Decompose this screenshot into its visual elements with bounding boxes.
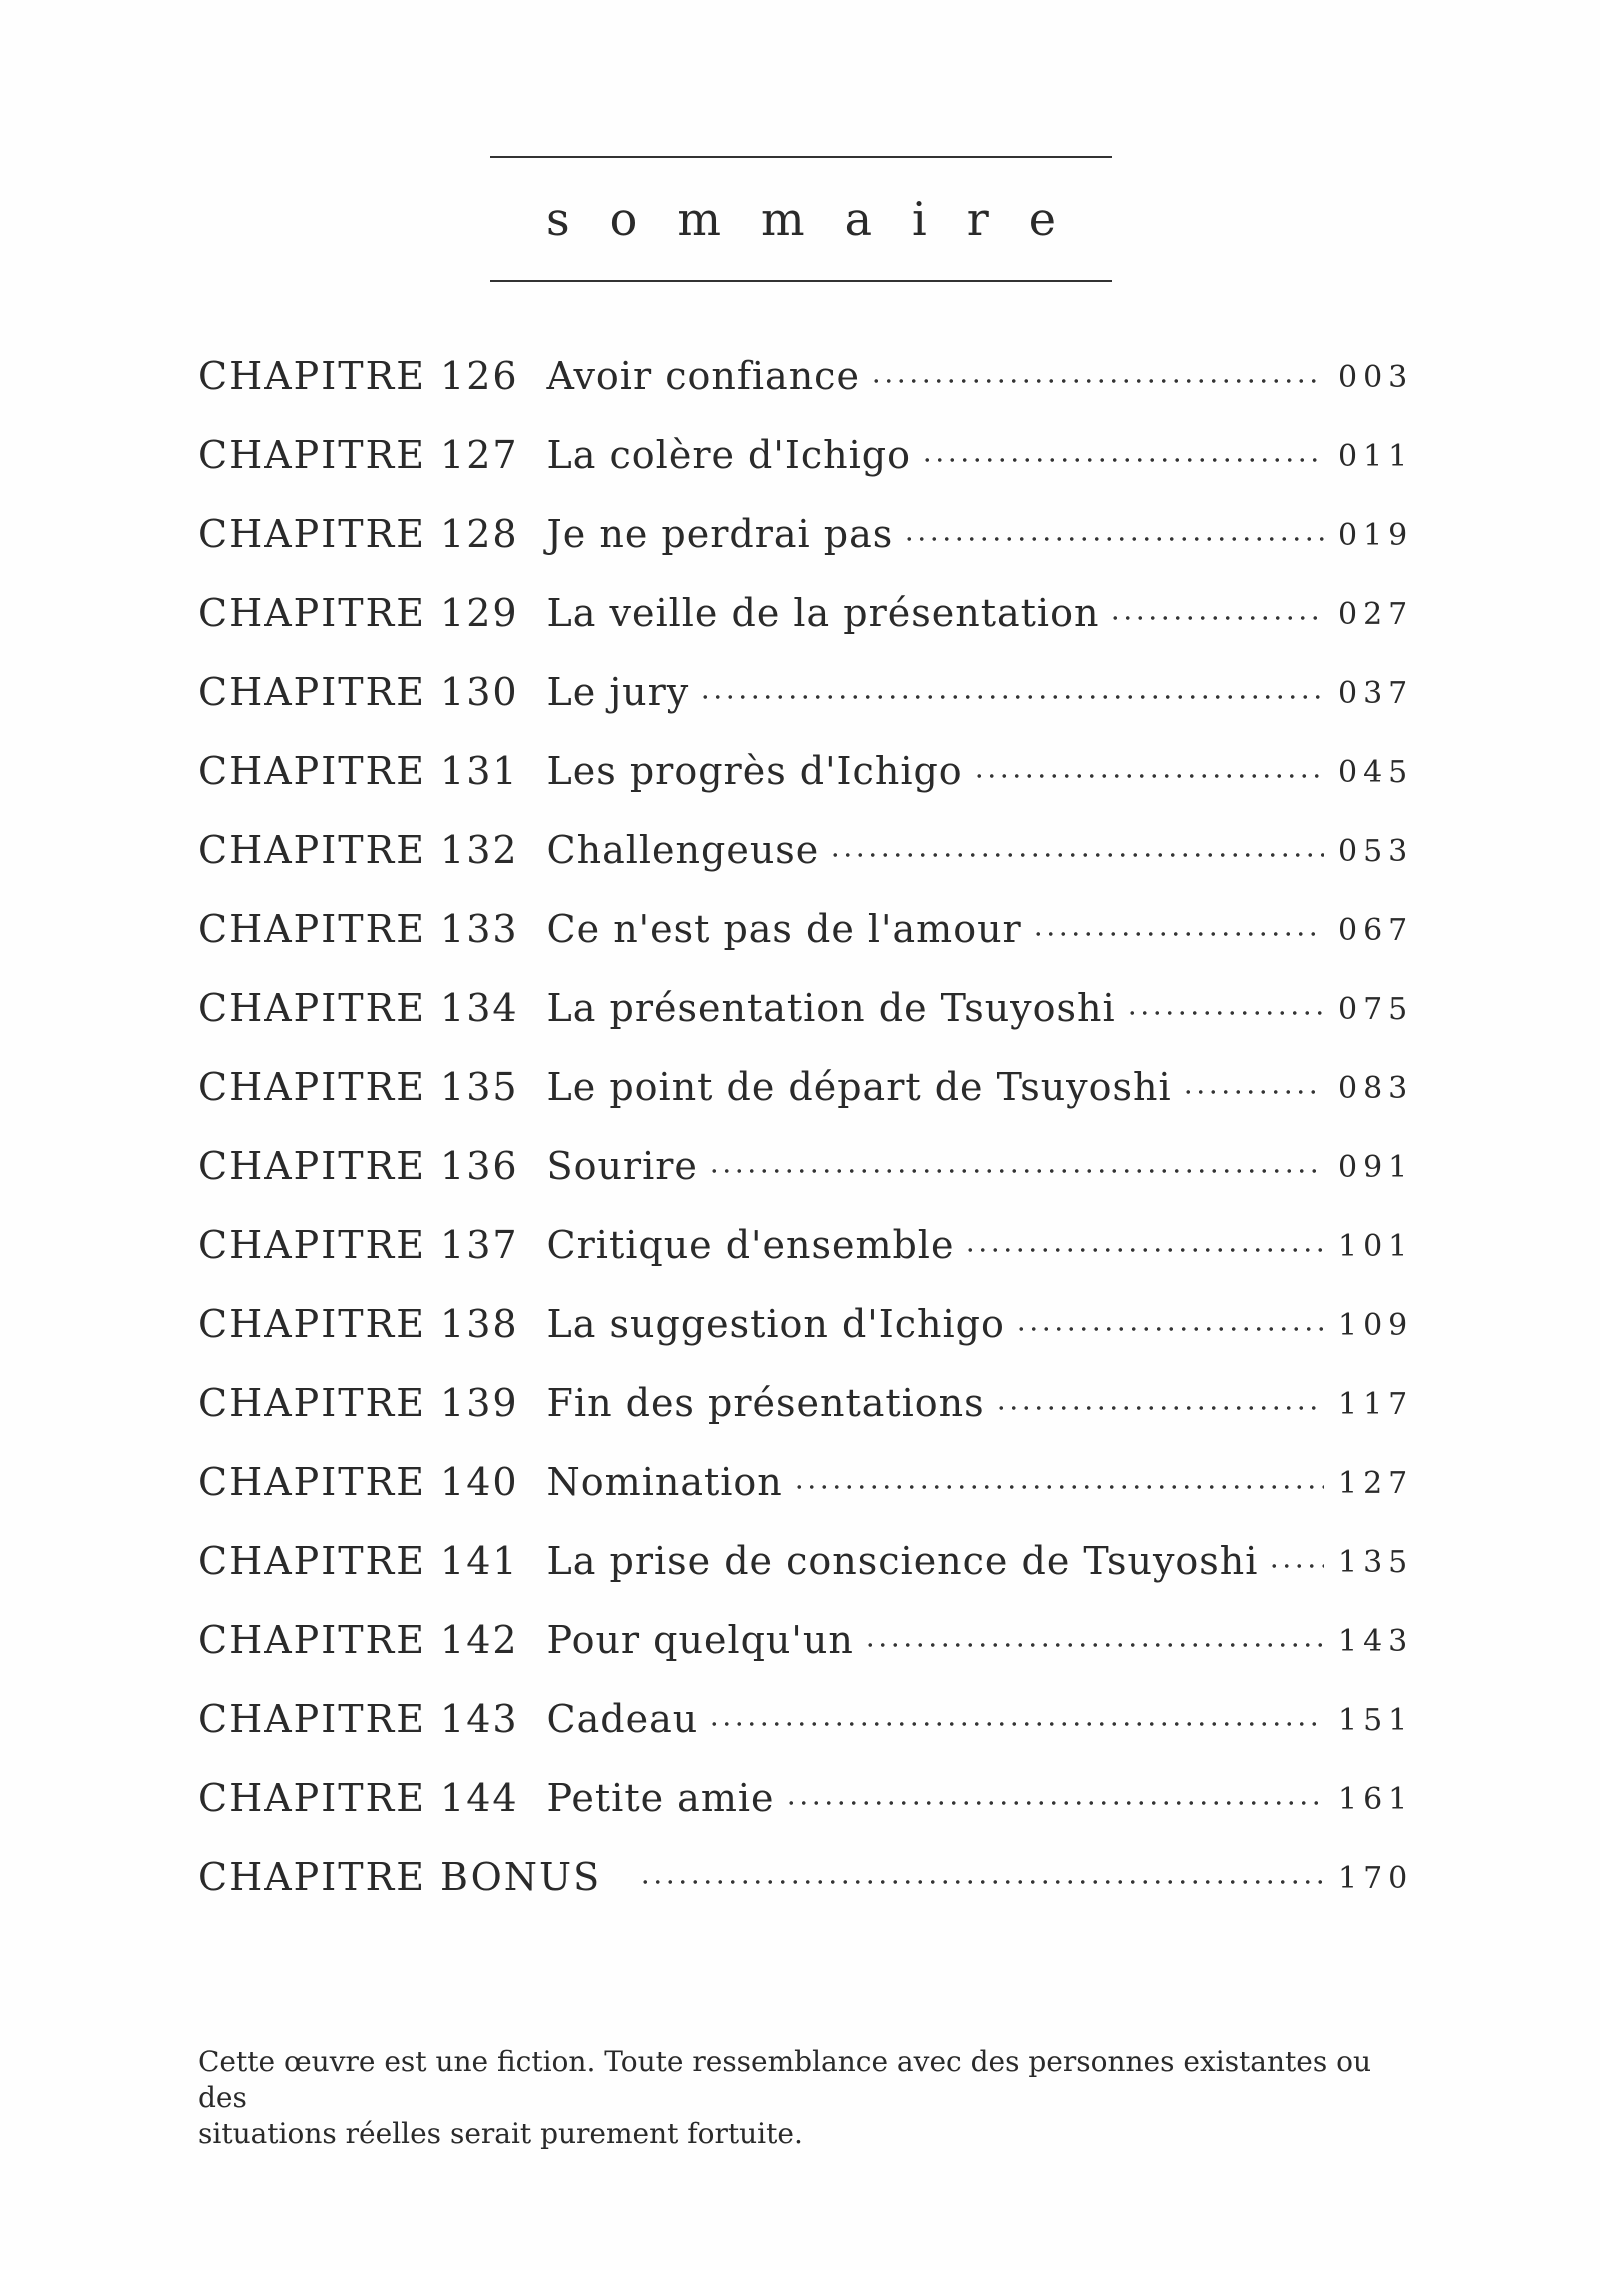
chapter-number: CHAPITRE 127 [198, 432, 519, 477]
chapter-title: La veille de la présentation [546, 590, 1100, 635]
chapter-title: La suggestion d'Ichigo [546, 1301, 1005, 1346]
chapter-number: CHAPITRE 126 [198, 353, 519, 398]
page-number: 151 [1338, 1703, 1414, 1738]
dot-leader [1268, 1562, 1324, 1570]
toc-entry [198, 1758, 1414, 1837]
page-number: 037 [1338, 676, 1414, 711]
page-number: 101 [1338, 1229, 1414, 1264]
toc-entry [198, 1126, 1414, 1205]
title-block [490, 156, 1112, 282]
chapter-title: Pour quelqu'un [546, 1617, 854, 1662]
page-number: 091 [1338, 1150, 1414, 1185]
dot-leader [903, 535, 1324, 543]
page-number: 075 [1338, 992, 1414, 1027]
toc-entry [198, 1521, 1414, 1600]
chapter-number: CHAPITRE 136 [198, 1143, 519, 1188]
dot-leader [870, 377, 1324, 385]
chapter-title: Critique d'ensemble [546, 1222, 955, 1267]
dot-leader [1015, 1325, 1324, 1333]
chapter-title: La prise de conscience de Tsuyoshi [546, 1538, 1259, 1583]
chapter-title: La colère d'Ichigo [546, 432, 911, 477]
page-number: 067 [1338, 913, 1414, 948]
toc-entry [198, 415, 1414, 494]
toc-entry [198, 652, 1414, 731]
dot-leader [864, 1641, 1324, 1649]
toc-entry [198, 573, 1414, 652]
chapter-number: CHAPITRE 128 [198, 511, 519, 556]
page-number: 003 [1338, 360, 1414, 395]
chapter-title: Sourire [546, 1143, 698, 1188]
chapter-number: CHAPITRE 135 [198, 1064, 519, 1109]
table-of-contents [198, 336, 1414, 1916]
toc-entry [198, 1679, 1414, 1758]
chapter-title: Cadeau [546, 1696, 699, 1741]
chapter-title: Challengeuse [546, 827, 820, 872]
toc-entry [198, 968, 1414, 1047]
dot-leader [921, 456, 1324, 464]
chapter-number: CHAPITRE BONUS [198, 1854, 602, 1899]
page-number: 127 [1338, 1466, 1414, 1501]
dot-leader [708, 1167, 1324, 1175]
dot-leader [708, 1720, 1324, 1728]
chapter-title: La présentation de Tsuyoshi [546, 985, 1116, 1030]
dot-leader [639, 1878, 1324, 1886]
chapter-number: CHAPITRE 130 [198, 669, 519, 714]
page-number: 109 [1338, 1308, 1414, 1343]
dot-leader [973, 772, 1324, 780]
toc-entry [198, 810, 1414, 889]
dot-leader [964, 1246, 1324, 1254]
page-number: 027 [1338, 597, 1414, 632]
dot-leader [785, 1799, 1325, 1807]
dot-leader [793, 1483, 1324, 1491]
toc-entry [198, 1442, 1414, 1521]
chapter-title: Le point de départ de Tsuyoshi [546, 1064, 1172, 1109]
chapter-number: CHAPITRE 144 [198, 1775, 519, 1820]
toc-entry [198, 1047, 1414, 1126]
chapter-number: CHAPITRE 140 [198, 1459, 519, 1504]
chapter-number: CHAPITRE 137 [198, 1222, 519, 1267]
chapter-number: CHAPITRE 132 [198, 827, 519, 872]
page-number: 053 [1338, 834, 1414, 869]
dot-leader [1126, 1009, 1324, 1017]
dot-leader [829, 851, 1324, 859]
page-number: 019 [1338, 518, 1414, 553]
chapter-title: Les progrès d'Ichigo [546, 748, 963, 793]
chapter-number: CHAPITRE 131 [198, 748, 519, 793]
toc-entry [198, 1837, 1414, 1916]
page-number: 045 [1338, 755, 1414, 790]
page-number: 170 [1338, 1861, 1414, 1896]
toc-entry [198, 731, 1414, 810]
page-title: sommaire [546, 192, 1096, 246]
chapter-number: CHAPITRE 134 [198, 985, 519, 1030]
chapter-number: CHAPITRE 138 [198, 1301, 519, 1346]
chapter-number: CHAPITRE 129 [198, 590, 519, 635]
disclaimer-line-2: situations réelles serait purement fortuite. [198, 2117, 803, 2150]
page-number: 143 [1338, 1624, 1414, 1659]
dot-leader [1182, 1088, 1324, 1096]
page-number: 135 [1338, 1545, 1414, 1580]
dot-leader [699, 693, 1324, 701]
disclaimer-text [198, 2044, 1398, 2152]
chapter-title: Le jury [546, 669, 690, 714]
chapter-title: Fin des présentations [546, 1380, 985, 1425]
dot-leader [1109, 614, 1324, 622]
dot-leader [995, 1404, 1324, 1412]
toc-entry [198, 1363, 1414, 1442]
toc-entry [198, 1600, 1414, 1679]
dot-leader [1032, 930, 1324, 938]
chapter-title: Ce n'est pas de l'amour [546, 906, 1022, 951]
toc-entry [198, 889, 1414, 968]
toc-entry [198, 1205, 1414, 1284]
page-number: 011 [1338, 439, 1414, 474]
chapter-title: Je ne perdrai pas [546, 511, 894, 556]
page-number: 161 [1338, 1782, 1414, 1817]
toc-entry [198, 1284, 1414, 1363]
disclaimer-line-1: Cette œuvre est une fiction. Toute ressemblance avec des personnes existantes ou des [198, 2045, 1372, 2114]
chapter-number: CHAPITRE 133 [198, 906, 519, 951]
chapter-title: Avoir confiance [546, 353, 860, 398]
toc-entry [198, 336, 1414, 415]
page-number: 117 [1338, 1387, 1414, 1422]
chapter-number: CHAPITRE 143 [198, 1696, 519, 1741]
chapter-number: CHAPITRE 141 [198, 1538, 519, 1583]
toc-entry [198, 494, 1414, 573]
chapter-number: CHAPITRE 142 [198, 1617, 519, 1662]
chapter-title: Nomination [546, 1459, 783, 1504]
chapter-title: Petite amie [546, 1775, 775, 1820]
chapter-number: CHAPITRE 139 [198, 1380, 519, 1425]
page-number: 083 [1338, 1071, 1414, 1106]
